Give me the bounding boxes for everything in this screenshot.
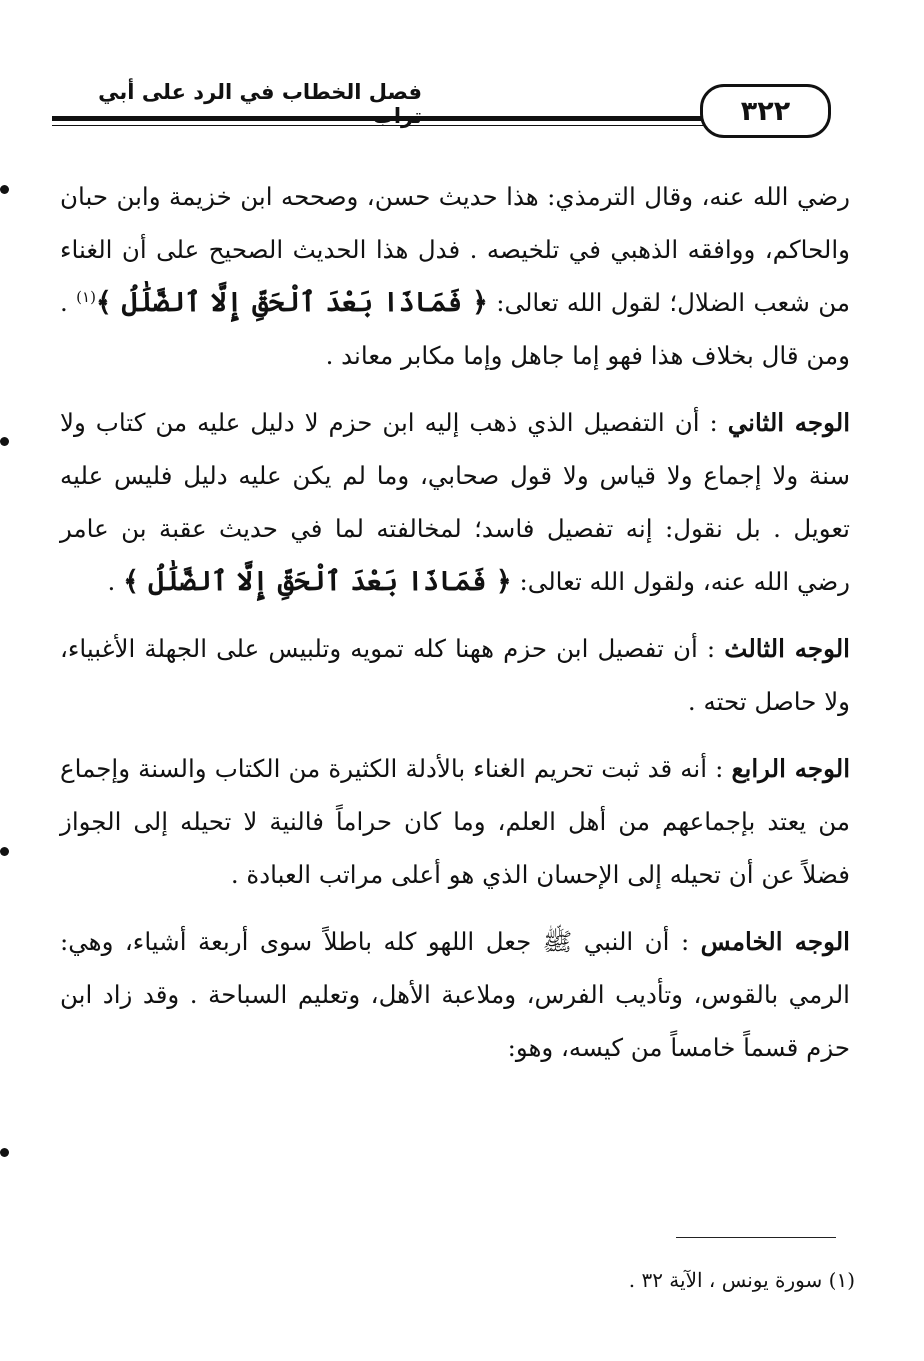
paragraph-lead: الوجه الثاني: [727, 408, 851, 437]
paragraph-tail: .: [107, 567, 124, 596]
margin-mark: [0, 1148, 9, 1157]
paragraph-4: [60, 742, 850, 901]
running-title: فصل الخطاب في الرد على أبي: [98, 80, 422, 104]
margin-mark: [0, 185, 9, 194]
body-text: [60, 170, 850, 1088]
paragraph-lead: الوجه الثالث: [724, 634, 850, 663]
paragraph-text: : أن تفصيل ابن حزم ههنا كله تمويه وتلبيس على الجهلة الأغبياء، ولا حاصل تحته .: [60, 634, 850, 716]
paragraph-2: [60, 396, 850, 608]
paragraph-1: [60, 170, 850, 382]
footnote-reference: (١): [76, 287, 96, 306]
quran-verse: ﴿ فَمَاذَا بَعْدَ ٱلْحَقِّ إِلَّا ٱلضَّلَٰلُ ﴾: [95, 287, 488, 318]
footnote-separator: [676, 1237, 836, 1238]
quran-verse: ﴿ فَمَاذَا بَعْدَ ٱلْحَقِّ إِلَّا ٱلضَّلَٰلُ ﴾: [123, 566, 512, 597]
paragraph-text: : أن التفصيل الذي ذهب إليه ابن حزم لا دليل عليه من كتاب ولا سنة ولا إجماع ولا قياس ولا قول صحابي، وما لم يكن عليه دليل فليس عليه تعويل . بل نقول: إنه تفصيل فاسد؛ لمخالفته لما في حديث عقبة بن عامر رضي الله عنه، ولقول الله تعالى:: [60, 408, 850, 596]
footnote: (١) سورة يونس ، الآية ٣٢ .: [628, 1268, 855, 1292]
header-rule: [52, 116, 712, 121]
page-number: [700, 84, 831, 138]
header-rule-thin: [52, 125, 712, 126]
paragraph-text: رضي الله عنه، وقال الترمذي: هذا حديث حسن، وصححه ابن خزيمة وابن حبان والحاكم، ووافقه الذهبي في تلخيصه . فدل هذا الحديث الصحيح على أن الغناء من شعب الضلال؛ لقول الله تعالى:: [60, 182, 850, 317]
paragraph-text: : أن النبي ﷺ جعل اللهو كله باطلاً سوى أربعة أشياء، وهي: الرمي بالقوس، وتأديب الفرس، وملاعبة الأهل، وتعليم السباحة . وقد زاد ابن حزم قسماً خامساً من كيسه، وهو:: [60, 927, 850, 1062]
paragraph-3: [60, 622, 850, 728]
paragraph-lead: الوجه الخامس: [700, 927, 850, 956]
paragraph-tail: . ومن قال بخلاف هذا فهو إما جاهل وإما مكابر معاند .: [60, 288, 850, 370]
margin-mark: [0, 437, 9, 446]
margin-mark: [0, 847, 9, 856]
page-number-text: ٣٢٢: [740, 95, 791, 127]
paragraph-lead: الوجه الرابع: [731, 754, 851, 783]
paragraph-5: [60, 915, 850, 1074]
paragraph-text: : أنه قد ثبت تحريم الغناء بالأدلة الكثيرة من الكتاب والسنة وإجماع من يعتد بإجماعهم من أهل العلم، وما كان حراماً فالنية لا تحيله إلى الجواز فضلاً عن أن تحيله إلى الإحسان الذي هو أعلى مراتب العبادة .: [60, 754, 850, 889]
